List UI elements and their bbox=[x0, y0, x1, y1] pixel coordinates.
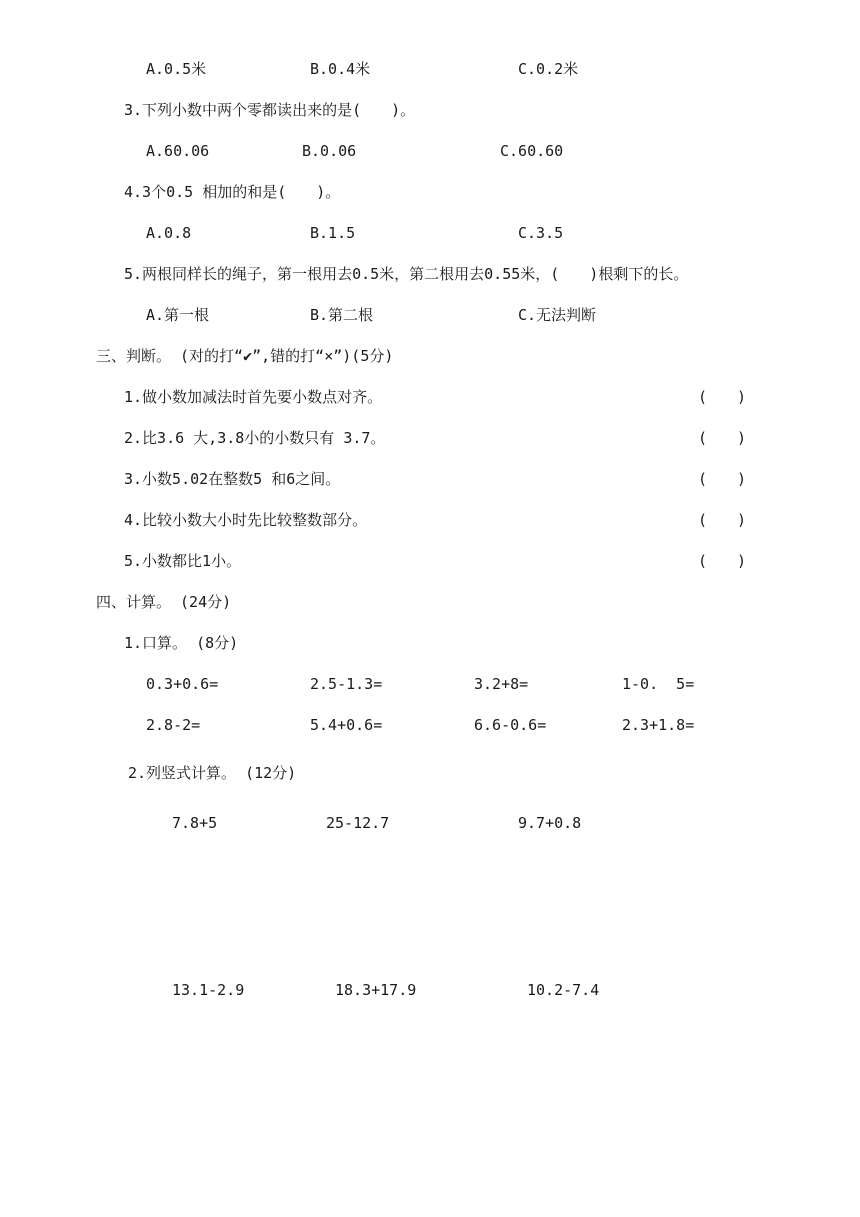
oral-problem: 2.5-1.3= bbox=[310, 675, 383, 693]
q5-option-b: B.第二根 bbox=[310, 306, 374, 324]
q3-option-b: B.0.06 bbox=[302, 142, 357, 160]
oral-problem: 0.3+0.6= bbox=[146, 675, 219, 693]
q2-option-a: A.0.5米 bbox=[146, 60, 207, 78]
judge-item-3: 3.小数5.02在整数5 和6之间。 bbox=[124, 470, 341, 488]
judge-item-2: 2.比3.6 大,3.8小的小数只有 3.7。 bbox=[124, 429, 386, 447]
judge-answer-2[interactable]: ( ) bbox=[698, 429, 747, 447]
oral-problem: 2.8-2= bbox=[146, 716, 201, 734]
q2-option-c: C.0.2米 bbox=[518, 60, 579, 78]
q3-option-a: A.60.06 bbox=[146, 142, 210, 160]
q4-option-b: B.1.5 bbox=[310, 224, 356, 242]
judge-answer-1[interactable]: ( ) bbox=[698, 388, 747, 406]
oral-title: 1.口算。 (8分) bbox=[124, 634, 239, 652]
oral-problem: 6.6-0.6= bbox=[474, 716, 547, 734]
vertical-problem: 18.3+17.9 bbox=[335, 981, 417, 999]
oral-problem: 1-0. 5= bbox=[622, 675, 695, 693]
judge-heading: 三、判断。 (对的打“✔”,错的打“×”)(5分) bbox=[96, 347, 394, 365]
judge-item-1: 1.做小数加减法时首先要小数点对齐。 bbox=[124, 388, 383, 406]
judge-answer-4[interactable]: ( ) bbox=[698, 511, 747, 529]
q5-text: 5.两根同样长的绳子，第一根用去0.5米，第二根用去0.55米，( )根剩下的长。 bbox=[124, 265, 689, 283]
vertical-problem: 10.2-7.4 bbox=[527, 981, 600, 999]
q5-option-a: A.第一根 bbox=[146, 306, 210, 324]
q5-option-c: C.无法判断 bbox=[518, 306, 597, 324]
judge-answer-3[interactable]: ( ) bbox=[698, 470, 747, 488]
q2-option-b: B.0.4米 bbox=[310, 60, 371, 78]
q3-text: 3.下列小数中两个零都读出来的是( )。 bbox=[124, 101, 416, 119]
vertical-problem: 25-12.7 bbox=[326, 814, 390, 832]
oral-problem: 3.2+8= bbox=[474, 675, 529, 693]
oral-problem: 5.4+0.6= bbox=[310, 716, 383, 734]
vertical-problem: 7.8+5 bbox=[172, 814, 218, 832]
judge-item-4: 4.比较小数大小时先比较整数部分。 bbox=[124, 511, 368, 529]
vertical-title: 2.列竖式计算。 (12分) bbox=[128, 764, 297, 782]
judge-answer-5[interactable]: ( ) bbox=[698, 552, 747, 570]
oral-problem: 2.3+1.8= bbox=[622, 716, 695, 734]
q4-text: 4.3个0.5 相加的和是( )。 bbox=[124, 183, 341, 201]
calc-heading: 四、计算。 (24分) bbox=[96, 593, 232, 611]
vertical-problem: 9.7+0.8 bbox=[518, 814, 582, 832]
q4-option-a: A.0.8 bbox=[146, 224, 192, 242]
q3-option-c: C.60.60 bbox=[500, 142, 564, 160]
judge-item-5: 5.小数都比1小。 bbox=[124, 552, 242, 570]
vertical-problem: 13.1-2.9 bbox=[172, 981, 245, 999]
q4-option-c: C.3.5 bbox=[518, 224, 564, 242]
